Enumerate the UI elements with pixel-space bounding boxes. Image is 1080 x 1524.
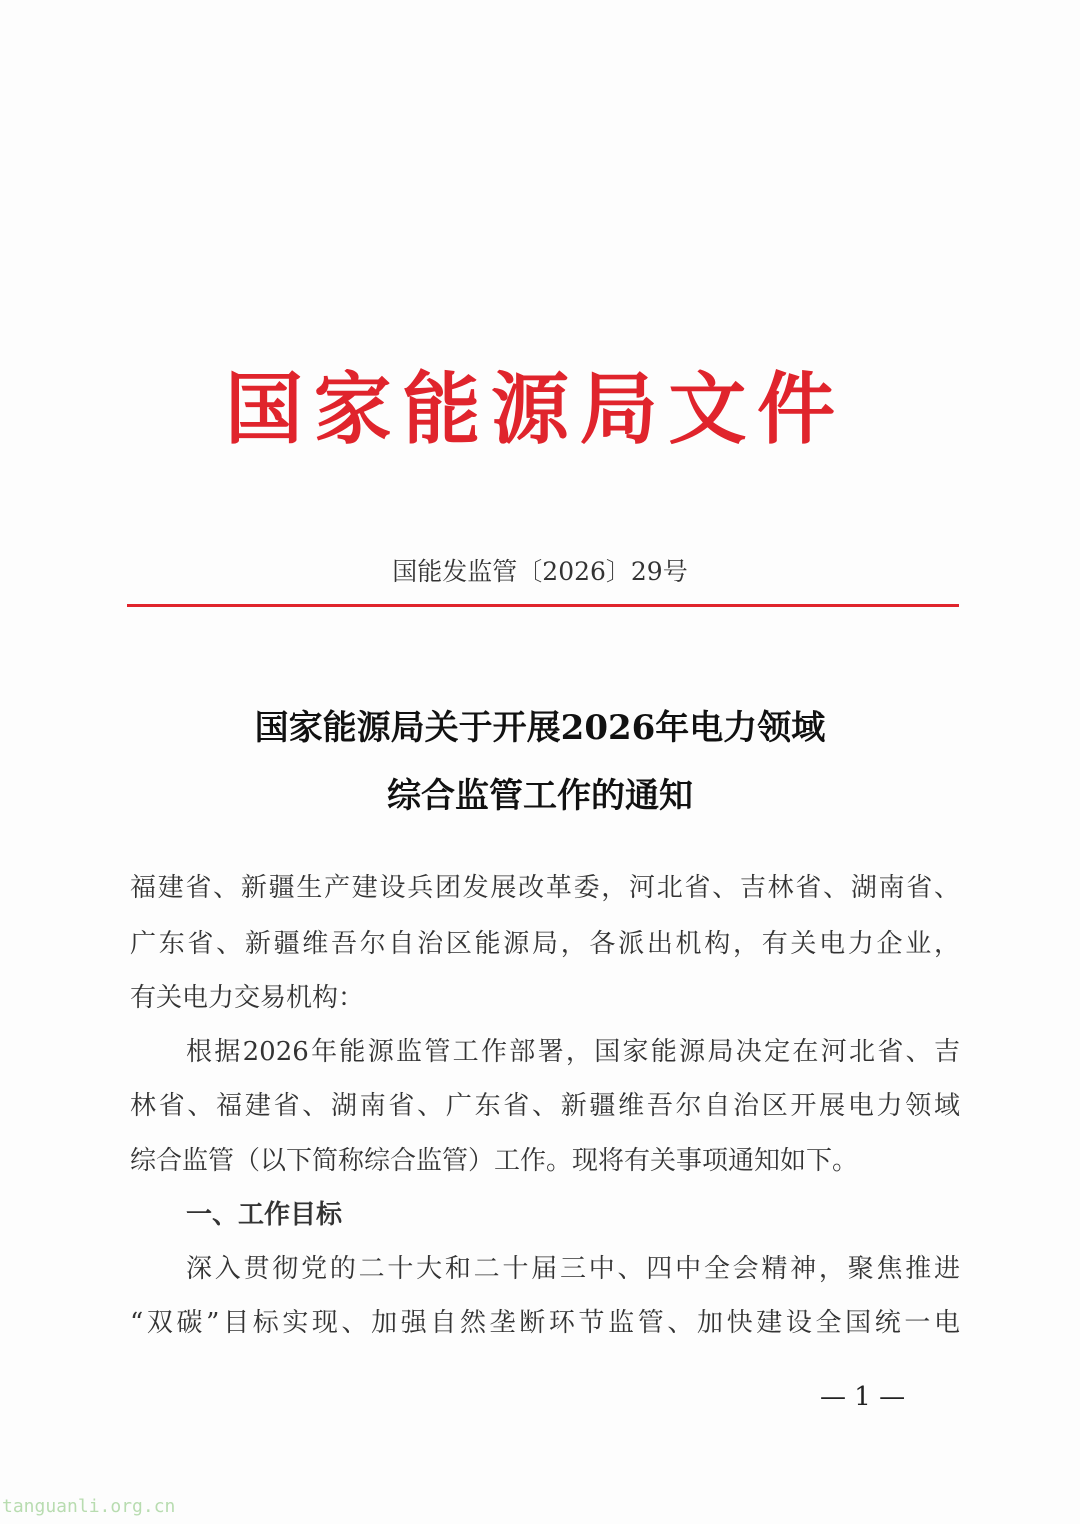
body-line: 广东省、新疆维吾尔自治区能源局，各派出机构，有关电力企业， (130, 929, 960, 959)
title-line-2: 综合监管工作的通知 (387, 776, 693, 816)
body-line: 福建省、新疆生产建设兵团发展改革委，河北省、吉林省、湖南省、 (130, 873, 960, 903)
red-divider (127, 604, 959, 607)
document-number: 国能发监管〔2026〕29号 (392, 557, 688, 586)
body-line: 林省、福建省、湖南省、广东省、新疆维吾尔自治区开展电力领域 (130, 1091, 960, 1121)
watermark: tanguanli.org.cn (2, 1496, 176, 1517)
page-number: — 1 — (820, 1382, 906, 1412)
section-heading: 一、工作目标 (186, 1200, 343, 1230)
body-line: “双碳”目标实现、加强自然垄断环节监管、加快建设全国统一电 (130, 1308, 960, 1338)
body-line: 根据2026年能源监管工作部署，国家能源局决定在河北省、吉 (186, 1037, 960, 1067)
body-line: 综合监管（以下简称综合监管）工作。现将有关事项通知如下。 (130, 1146, 859, 1176)
body-line: 有关电力交易机构： (130, 983, 365, 1013)
title-line-1: 国家能源局关于开展2026年电力领域 (254, 708, 826, 748)
body-line: 深入贯彻党的二十大和二十届三中、四中全会精神，聚焦推进 (186, 1254, 960, 1284)
issuer-title: 国家能源局文件 (225, 364, 835, 455)
